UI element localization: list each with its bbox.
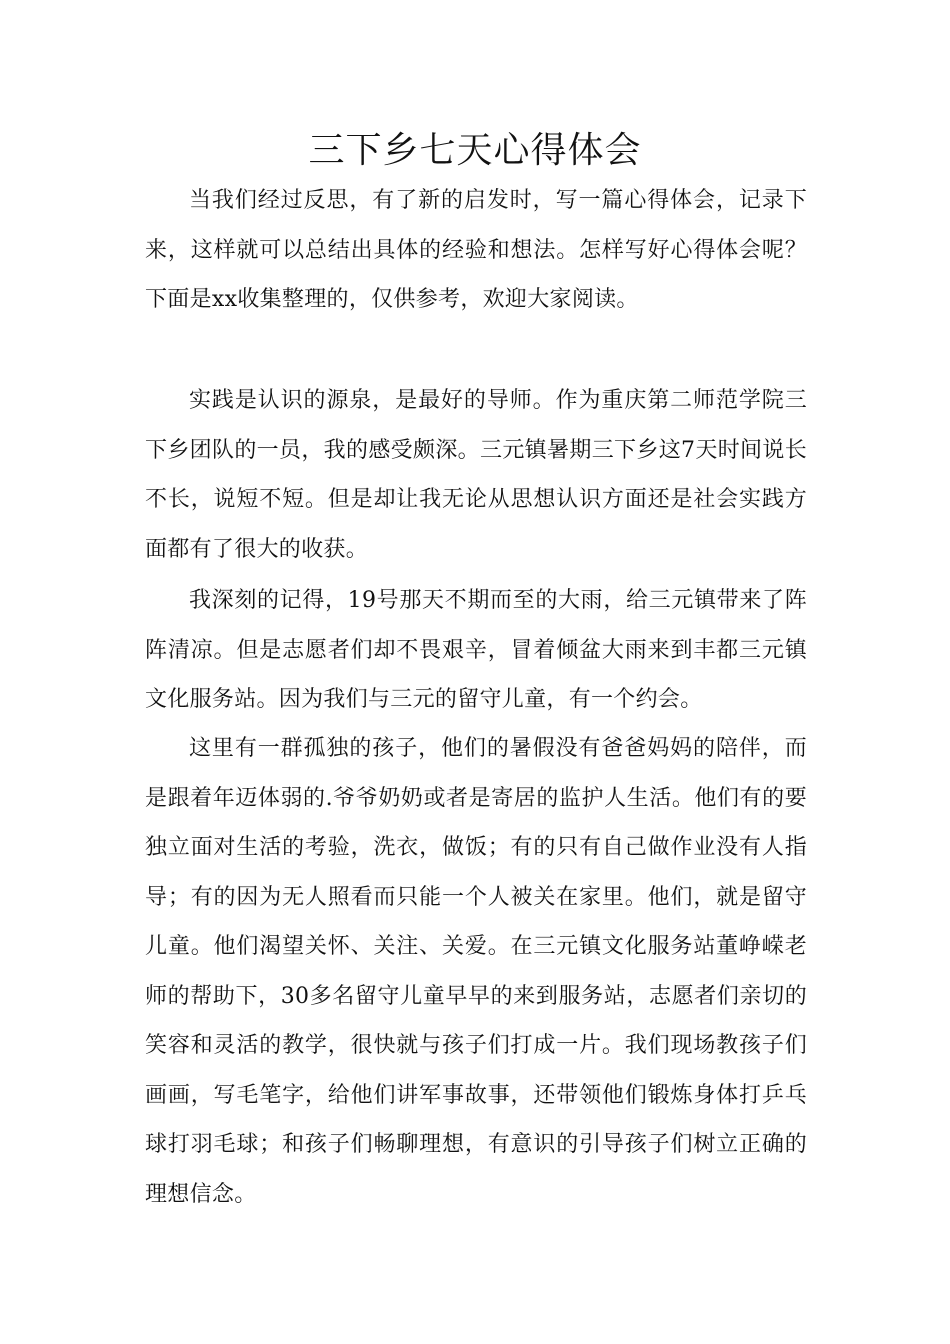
paragraph-intro: 当我们经过反思，有了新的启发时，写一篇心得体会，记录下来，这样就可以总结出具体的经验和想法。怎样写好心得体会呢？下面是xx收集整理的，仅供参考，欢迎大家阅读。 <box>145 188 807 312</box>
document-title: 三下乡七天心得体会 <box>308 130 642 171</box>
paragraph-practice: 实践是认识的源泉，是最好的导师。作为重庆第二师范学院三下乡团队的一员，我的感受颇深。三元镇暑期三下乡这7天时间说长不长，说短不短。但是却让我无论从思想认识方面还是社会实践方面都有了很大的收获。 <box>145 388 807 562</box>
paragraph-rain-day: 我深刻的记得，19号那天不期而至的大雨，给三元镇带来了阵阵清凉。但是志愿者们却不畏艰辛，冒着倾盆大雨来到丰都三元镇文化服务站。因为我们与三元的留守儿童，有一个约会。 <box>145 588 807 712</box>
paragraph-left-behind-children: 这里有一群孤独的孩子，他们的暑假没有爸爸妈妈的陪伴，而是跟着年迈体弱的.爷爷奶奶或者是寄居的监护人生活。他们有的要独立面对生活的考验，洗衣，做饭；有的只有自己做作业没有人指导；有的因为无人照看而只能一个人被关在家里。他们，就是留守儿童。他们渴望关怀、关注、关爱。在三元镇文化服务站董峥嵘老师的帮助下，30多名留守儿童早早的来到服务站，志愿者们亲切的笑容和灵活的教学，很快就与孩子们打成一片。我们现场教孩子们画画，写毛笔字，给他们讲军事故事，还带领他们锻炼身体打乒乓球打羽毛球；和孩子们畅聊理想，有意识的引导孩子们树立正确的理想信念。 <box>145 736 807 1207</box>
